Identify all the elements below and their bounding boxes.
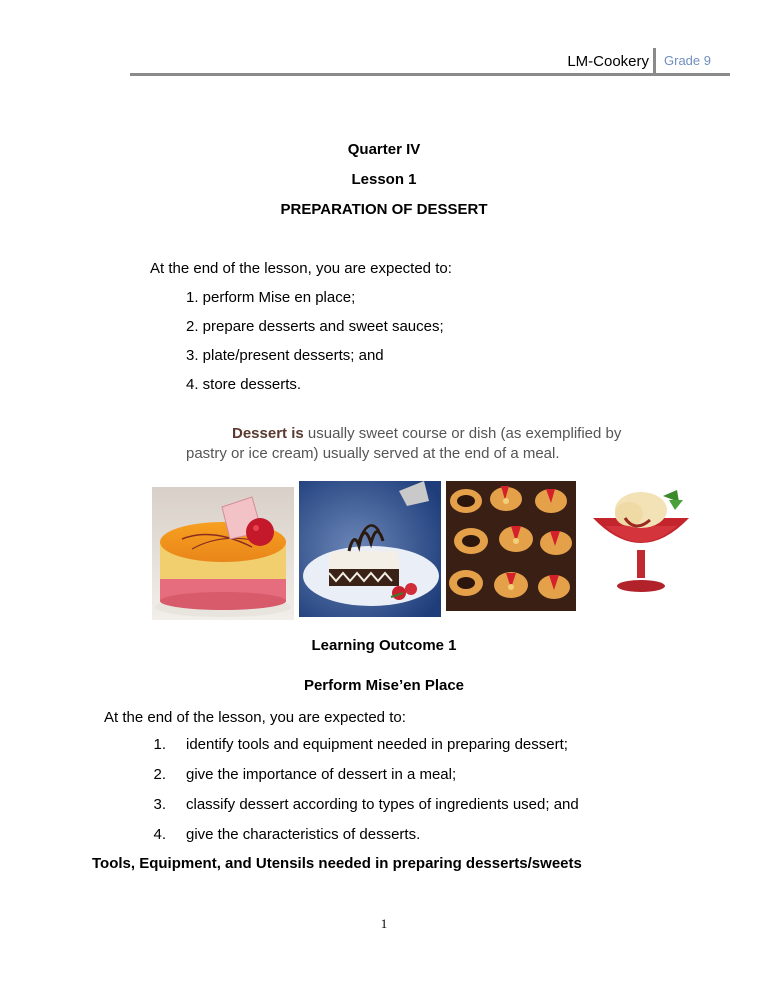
grade-label: Grade 9	[664, 53, 711, 68]
outcome-list-item	[142, 736, 662, 753]
lesson-title: PREPARATION OF DESSERT	[280, 201, 488, 218]
outcome-item-text: identify tools and equipment needed in preparing dessert;	[186, 736, 568, 753]
objectives-intro: At the end of the lesson, you are expected to:	[150, 260, 452, 277]
outcome-item-text: classify dessert according to types of ingredients used; and	[186, 796, 579, 813]
objective-item: 2. prepare desserts and sweet sauces;	[186, 318, 444, 335]
plated-chocolate-dessert-photo	[299, 481, 441, 617]
outcome-item-number: 1.	[153, 736, 166, 753]
learning-outcome-heading: Learning Outcome 1	[311, 637, 457, 654]
header-separator	[653, 48, 656, 74]
outcome-item-text: give the characteristics of desserts.	[186, 826, 421, 843]
objective-item: 3. plate/present desserts; and	[186, 347, 384, 364]
outcome-item-text: give the importance of dessert in a meal;	[186, 766, 457, 783]
outcome-title: Perform Mise’en Place	[303, 677, 465, 694]
fruit-tarts-photo	[446, 481, 576, 611]
outcome-item-number: 2.	[153, 766, 166, 783]
ice-cream-sundae-photo	[585, 488, 697, 596]
lesson-heading: Lesson 1	[351, 171, 417, 188]
objective-item: 1. perform Mise en place;	[186, 289, 356, 306]
objective-item: 4. store desserts.	[186, 376, 302, 393]
outcome-list-item	[142, 796, 662, 813]
document-header-title: LM-Cookery	[567, 53, 649, 70]
outcome-list-item	[142, 826, 662, 843]
page-number: 1	[380, 916, 388, 931]
definition-text: usually sweet course or dish (as exemplified by pastry or ice cream) usually served at the end of a meal.	[186, 425, 622, 462]
tools-heading: Tools, Equipment, and Utensils needed in preparing desserts/sweets	[92, 855, 582, 872]
outcome-item-number: 4.	[153, 826, 166, 843]
outcome-intro: At the end of the lesson, you are expected to:	[104, 709, 406, 726]
definition-term: Dessert is	[232, 425, 304, 442]
mousse-cake-photo	[152, 487, 294, 620]
dessert-definition	[186, 424, 666, 464]
outcome-list-item	[142, 766, 662, 783]
quarter-heading: Quarter IV	[347, 141, 421, 158]
header-rule	[130, 73, 730, 76]
outcome-item-number: 3.	[153, 796, 166, 813]
